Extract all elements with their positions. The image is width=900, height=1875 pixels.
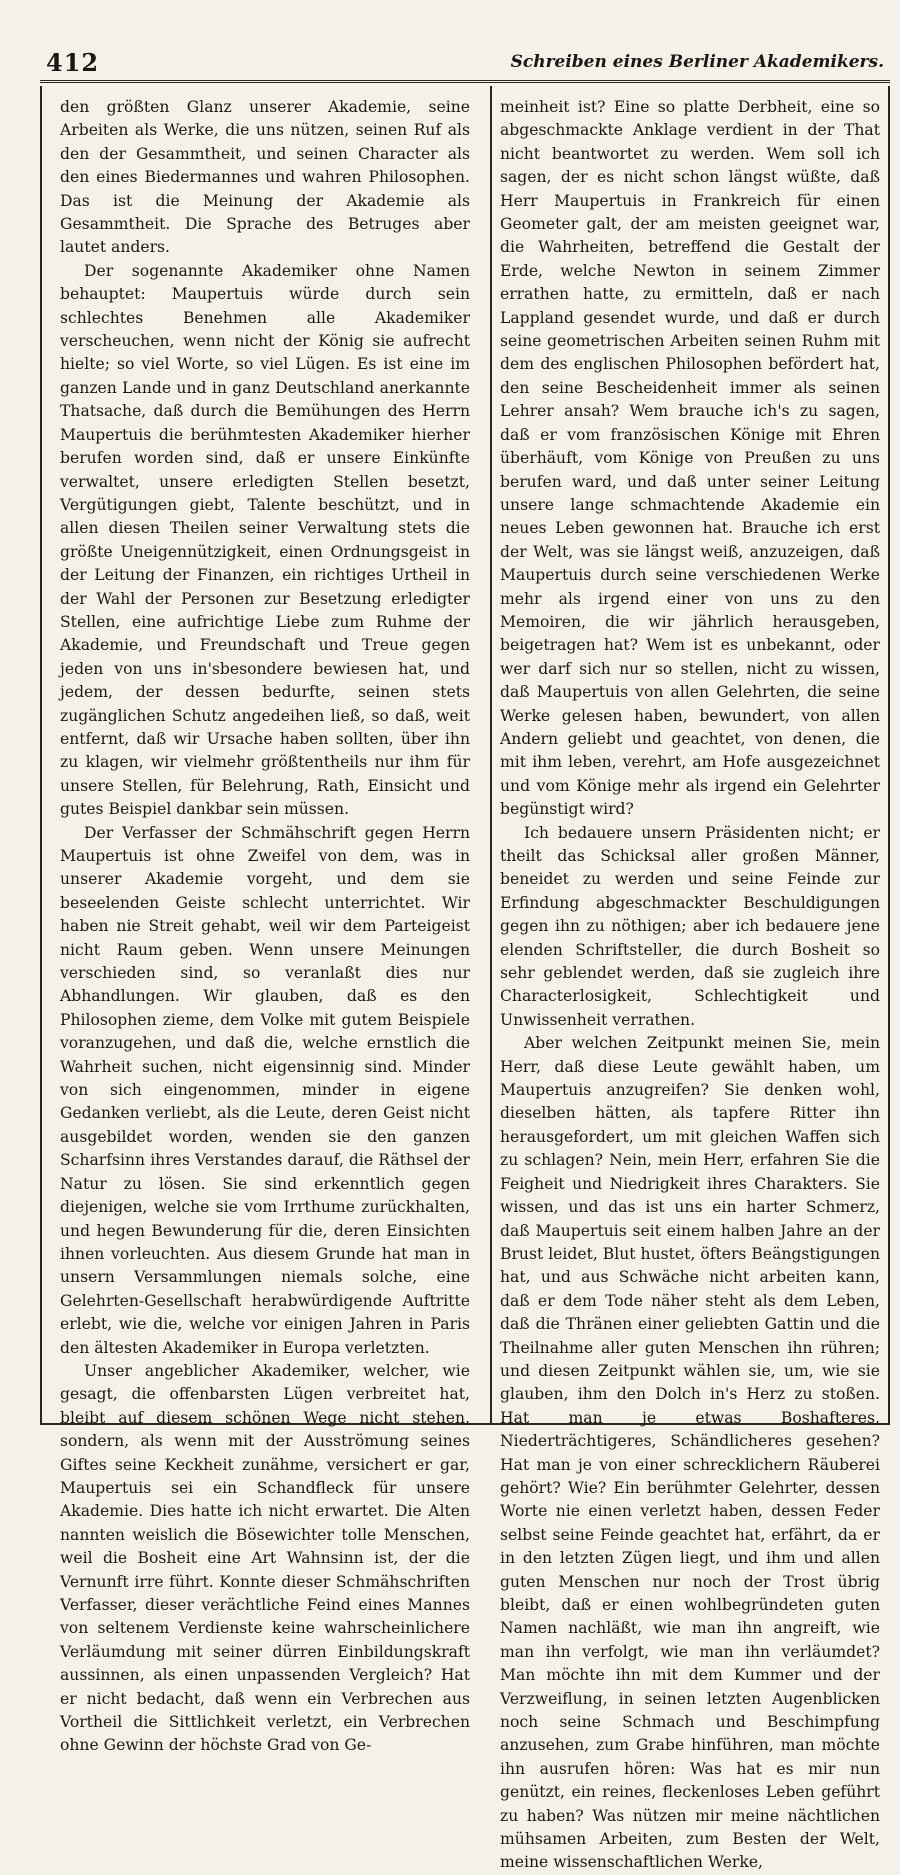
paragraph: Der sogenannte Akademiker ohne Namen behauptet: Maupertuis würde durch sein schlechtes Benehmen alle Akademiker verscheuchen, wenn nicht der König sie aufrecht hielte; so viel Worte, so viel Lügen. Es ist eine im ganzen Lande und in ganz Deutschland anerkannte Thatsache, daß durch die Bemühungen des Herrn Maupertuis die berühmtesten Akademiker hierher berufen worden sind, daß er unsere Einkünfte verwaltet, unsere erledigten Stellen besetzt, Vergütigungen giebt, Talente beschützt, und in allen diesen Theilen seiner Verwaltung stets die größte Uneigennützigkeit, einen Ordnungsgeist in der Leitung der Finanzen, ein richtiges Urtheil in der Wahl der Personen zur Besetzung erledigter Stellen, eine aufrichtige Liebe zum Ruhme der Akademie, und Freundschaft und Treue gegen jeden von uns in'sbesondere bewiesen hat, und jedem, der dessen bedurfte, seinen stets zugänglichen Schutz angedeihen ließ, so daß, weit entfernt, daß wir Ursache haben sollten, über ihn zu klagen, wir vielmehr größtentheils nur ihm für unsere Stellen, für Belehrung, Rath, Einsicht und gutes Beispiel dankbar sein müssen. (60, 261, 470, 819)
paragraph: Ich bedauere unsern Präsidenten nicht; er theilt das Schicksal aller großen Männer, beneidet zu werden und seine Feinde zur Erfindung abgeschmackter Beschuldigungen gegen ihn zu nöthigen; aber ich bedauere jene elenden Schriftsteller, die durch Bosheit so sehr geblendet werden, daß sie zugleich ihre Characterlosigkeit, Schlechtigkeit und Unwissenheit verrathen. (500, 823, 880, 1029)
page-number: 412 (46, 48, 100, 77)
left-column (60, 96, 470, 1758)
paragraph: Aber welchen Zeitpunkt meinen Sie, mein Herr, daß diese Leute gewählt haben, um Maupertuis anzugreifen? Sie denken wohl, dieselben hätten, als tapfere Ritter ihn herausgefordert, um mit gleichen Waffen sich zu schlagen? Nein, mein Herr, erfahren Sie die Feigheit und Niedrigkeit ihres Charakters. Sie wissen, und das ist uns ein harter Schmerz, daß Maupertuis seit einem halben Jahre an der Brust leidet, Blut hustet, öfters Beängstigungen hat, und aus Schwäche nicht arbeiten kann, daß er dem Tode näher steht als dem Leben, daß die Thränen einer geliebten Gattin und die Theilnahme aller guten Menschen ihn rühren; und diesen Zeitpunkt wählen sie, um, wie sie glauben, ihm den Dolch in's Herz zu stoßen. Hat man je etwas Boshafteres, Niederträchtigeres, Schändlicheres gesehen? Hat man je von einer schrecklichern Räuberei gehört? Wie? Ein berühmter Gelehrter, dessen Worte nie einen verletzt haben, dessen Feder selbst seine Feinde geachtet hat, erfährt, da er in den letzten Zügen liegt, und ihm und allen guten Menschen nur noch der Trost übrig bleibt, daß er einen wohlbegründeten guten Namen nachläßt, wie man ihn angreift, wie man ihn verfolgt, wie man ihn verläumdet? Man möchte ihn mit dem Kummer und der Verzweiflung, in seinen letzten Augenblicken noch seine Schmach und Beschimpfung anzusehen, zum Grabe hinführen, man möchte ihn ausrufen hören: Was hat es mir nun genützt, ein reines, fleckenloses Leben geführt zu haben? Was nützen mir meine nächtlichen mühsamen Arbeiten, zum Besten der Welt, meine wissenschaftlichen Werke, (500, 1034, 880, 1872)
paragraph: meinheit ist? Eine so platte Derbheit, eine so abgeschmackte Anklage verdient in der That nicht beantwortet zu werden. Wem soll ich sagen, der es nicht schon längst wüßte, daß Herr Maupertuis in Frankreich für einen Geometer galt, der am meisten geeignet war, die Wahrheiten, betreffend die Gestalt der Erde, welche Newton in seinem Zimmer errathen hatte, zu ermitteln, daß er nach Lappland gesendet wurde, und daß er durch seine geometrischen Arbeiten seinen Ruhm mit dem des englischen Philosophen befördert hat, den seine Bescheidenheit immer als seinen Lehrer ansah? Wem brauche ich's zu sagen, daß er vom französischen Könige mit Ehren überhäuft, vom Könige von Preußen zu uns berufen ward, und daß unter seiner Leitung unsere lange schmachtende Akademie ein neues Leben gewonnen hat. Brauche ich erst der Welt, was sie längst weiß, anzuzeigen, daß Maupertuis durch seine verschiedenen Werke mehr als irgend einer von uns zu den Memoiren, die wir jährlich herausgeben, beigetragen hat? Wem ist es unbekannt, oder wer darf sich nur so stellen, nicht zu wissen, daß Maupertuis von allen Gelehrten, die seine Werke gelesen haben, bewundert, von allen Andern geliebt und geachtet, von denen, die mit ihm leben, verehrt, am Hofe ausgezeichnet und vom Könige mehr als irgend ein Gelehrter begünstigt wird? (500, 98, 880, 819)
column-divider (490, 86, 492, 1425)
running-title: Schreiben eines Berliner Akademikers. (510, 52, 884, 72)
paragraph: den größten Glanz unserer Akademie, seine Arbeiten als Werke, die uns nützen, seinen Ruf als den der Gesammtheit, und seinen Character als den eines Biedermannes und wahren Philosophen. Das ist die Meinung der Akademie als Gesammtheit. Die Sprache des Betruges aber lautet anders. (60, 98, 470, 257)
right-column (500, 96, 880, 1875)
page-header (40, 40, 890, 83)
paragraph: Der Verfasser der Schmähschrift gegen Herrn Maupertuis ist ohne Zweifel von dem, was in unserer Akademie vorgeht, und dem sie beseelenden Geiste schlecht unterrichtet. Wir haben nie Streit gehabt, weil wir dem Parteigeist nicht Raum geben. Wenn unsere Meinungen verschieden sind, so veranlaßt dies nur Abhandlungen. Wir glauben, daß es den Philosophen zieme, dem Volke mit gutem Beispiele voranzugehen, und daß die, welche ernstlich die Wahrheit suchen, nicht eigensinnig sind. Minder von sich eingenommen, minder in eigene Gedanken verliebt, als die Leute, deren Geist nicht ausgebildet worden, wenden sie den ganzen Scharfsinn ihres Verstandes darauf, die Räthsel der Natur zu lösen. Sie sind erkenntlich gegen diejenigen, welche sie vom Irrthume zurückhalten, und hegen Bewunderung für die, deren Einsichten ihnen vorleuchten. Aus diesem Grunde hat man in unsern Versammlungen niemals solche, eine Gelehrten-Gesellschaft herabwürdigende Auftritte erlebt, wie die, welche vor einigen Jahren in Paris den ältesten Akademiker in Europa verletzten. (60, 823, 470, 1357)
paragraph: Unser angeblicher Akademiker, welcher, wie gesagt, die offenbarsten Lügen verbreitet hat, bleibt auf diesem schönen Wege nicht stehen, sondern, als wenn mit der Ausströmung seines Giftes seine Keckheit zunähme, versichert er gar, Maupertuis sei ein Schandfleck für unsere Akademie. Dies hatte ich nicht erwartet. Die Alten nannten weislich die Bösewichter tolle Menschen, weil die Bosheit eine Art Wahnsinn ist, der die Vernunft irre führt. Konnte dieser Schmähschriften Verfasser, dieser verächtliche Feind eines Mannes von seltenem Verdienste keine wahrscheinlichere Verläumdung mit seiner dürren Einbildungskraft aussinnen, als einen unpassenden Vergleich? Hat er nicht bedacht, daß wenn ein Verbrechen aus Vortheil die Sittlichkeit verletzt, ein Verbrechen ohne Gewinn der höchste Grad von Ge- (60, 1361, 470, 1755)
book-page (40, 40, 890, 1872)
